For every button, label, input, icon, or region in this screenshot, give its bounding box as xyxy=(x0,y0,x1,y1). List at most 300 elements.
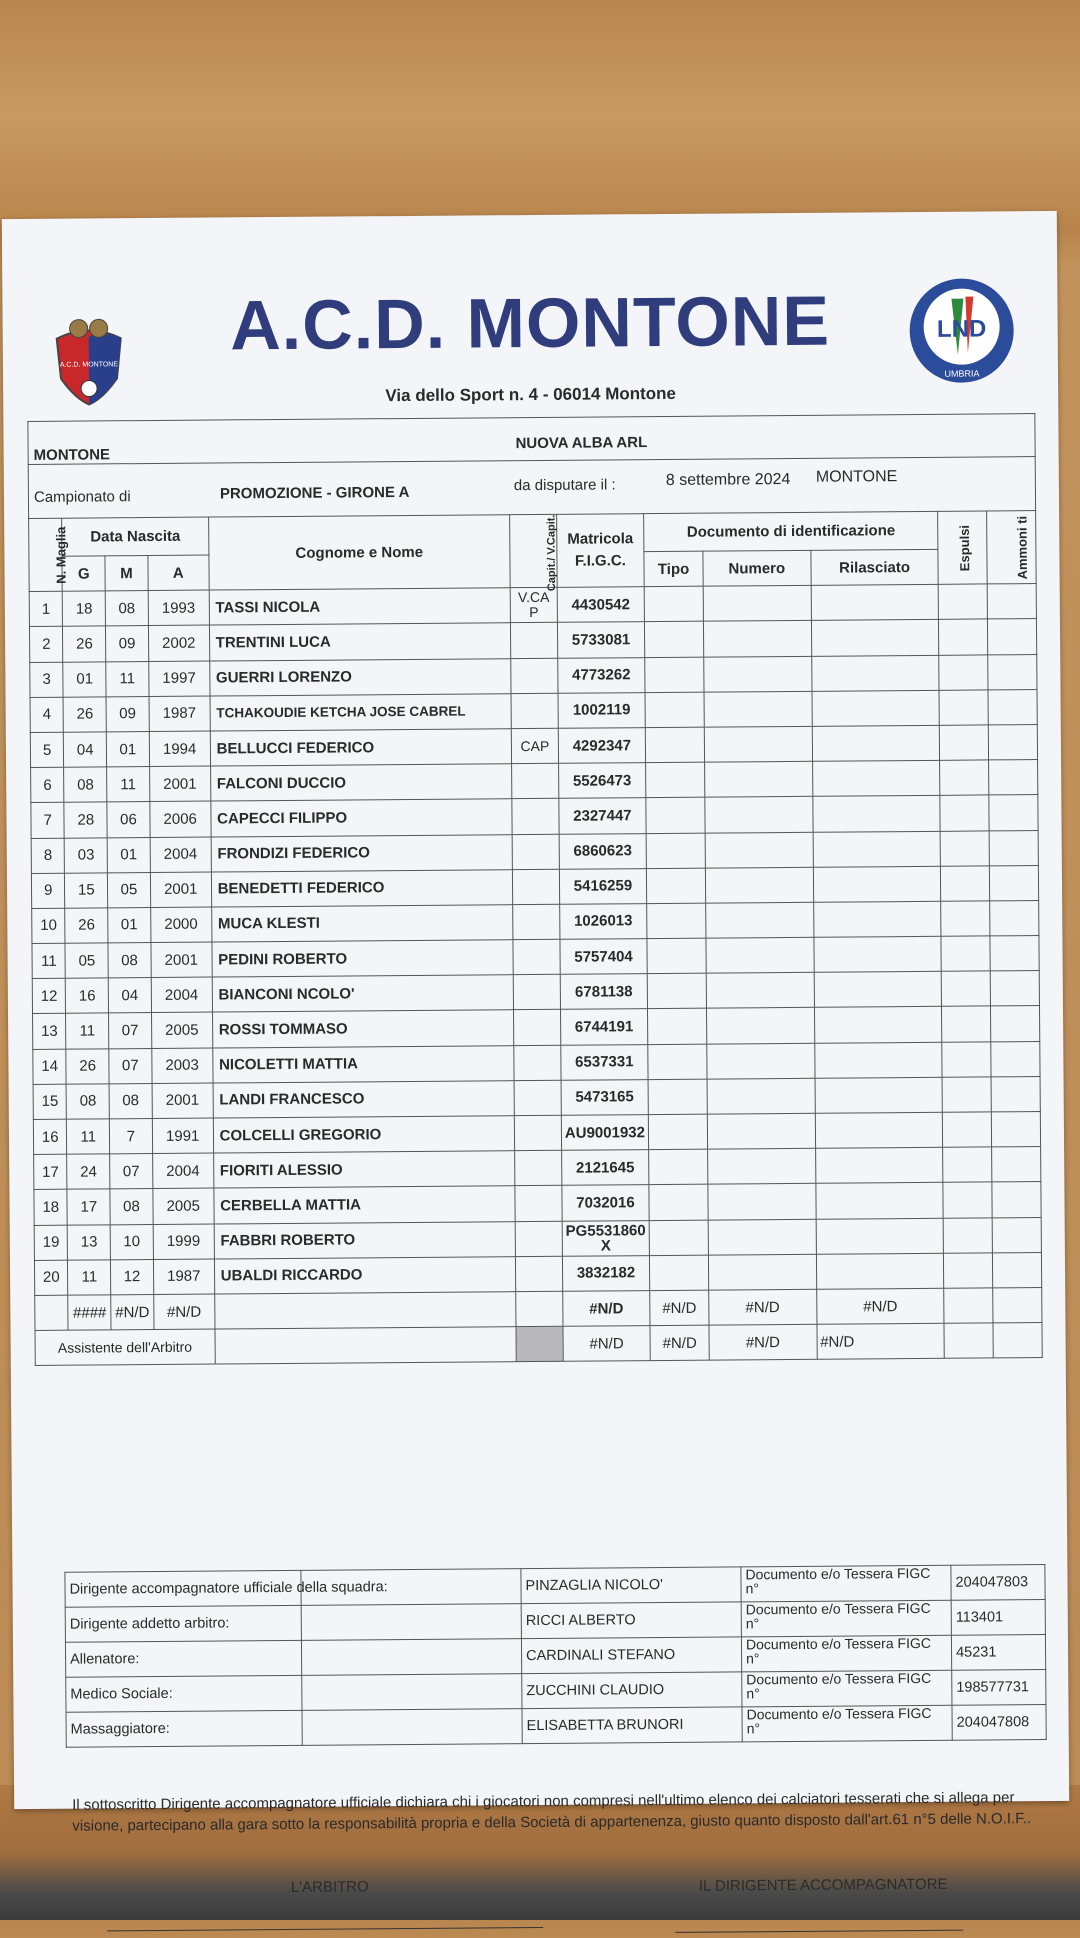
doc-rilasciato xyxy=(811,655,939,691)
birth-month: 01 xyxy=(107,837,150,873)
birth-day: 11 xyxy=(67,1119,110,1155)
player-number: 6 xyxy=(31,767,65,802)
birth-year: 2006 xyxy=(150,801,211,837)
birth-month: 11 xyxy=(107,767,150,803)
ammoniti-cell xyxy=(992,1217,1041,1253)
extra-row-ammoniti xyxy=(993,1287,1042,1323)
ammoniti-cell xyxy=(988,689,1037,725)
player-name: BELLUCCI FEDERICO xyxy=(210,729,512,767)
doc-rilasciato xyxy=(812,796,940,832)
player-number: 8 xyxy=(31,838,65,873)
player-name: CERBELLA MATTIA xyxy=(214,1186,516,1224)
birth-month: 07 xyxy=(109,1013,152,1049)
ammoniti-cell xyxy=(992,1112,1041,1148)
matricola: 4773262 xyxy=(558,657,646,693)
arbitro-signature-line xyxy=(107,1927,543,1931)
player-number: 15 xyxy=(33,1084,67,1119)
birth-month: 01 xyxy=(108,907,151,943)
birth-day: 26 xyxy=(65,908,108,944)
doc-numero xyxy=(706,973,814,1009)
staff-doc-number: 45231 xyxy=(951,1635,1045,1671)
captain-mark xyxy=(516,1256,563,1292)
player-number: 10 xyxy=(32,908,66,943)
player-name: PEDINI ROBERTO xyxy=(212,940,514,978)
birth-month: 07 xyxy=(109,1048,152,1084)
doc-numero xyxy=(706,937,814,973)
extra-row-m: #N/D xyxy=(111,1294,154,1330)
birth-month: 11 xyxy=(106,661,149,697)
staff-name: RICCI ALBERTO xyxy=(521,1602,741,1639)
espulsi-cell xyxy=(940,760,989,796)
assistant-espulsi xyxy=(944,1323,993,1359)
staff-name: ELISABETTA BRUNORI xyxy=(522,1707,742,1744)
doc-rilasciato xyxy=(812,725,940,761)
espulsi-cell xyxy=(942,971,991,1007)
matricola: 5757404 xyxy=(560,939,648,975)
birth-year: 1999 xyxy=(153,1224,214,1260)
birth-year: 2001 xyxy=(149,766,210,802)
extra-row-numero: #N/D xyxy=(709,1289,817,1325)
staff-doc-number: 198577731 xyxy=(952,1670,1046,1706)
birth-day: 17 xyxy=(67,1189,110,1225)
doc-numero xyxy=(705,797,813,833)
espulsi-cell xyxy=(944,1217,993,1253)
doc-tipo xyxy=(647,903,706,939)
campionato: PROMOZIONE - GIRONE A xyxy=(219,483,410,503)
staff-doc-label: Documento e/o Tessera FIGC n° xyxy=(741,1600,951,1637)
birth-month: 01 xyxy=(106,731,149,767)
player-name: FIORITI ALESSIO xyxy=(213,1151,515,1189)
doc-numero xyxy=(708,1148,816,1184)
birth-month: 08 xyxy=(109,1083,152,1119)
captain-mark xyxy=(513,939,560,975)
ammoniti-cell xyxy=(993,1252,1042,1288)
captain-mark xyxy=(512,799,559,835)
assistant-mat: #N/D xyxy=(563,1326,651,1362)
birth-day: 26 xyxy=(63,626,106,662)
birth-month: 05 xyxy=(108,872,151,908)
col-capit: Capit./ V.Capit. xyxy=(510,514,557,588)
birth-month: 7 xyxy=(109,1119,152,1155)
birth-month: 10 xyxy=(110,1224,153,1260)
player-name: LANDI FRANCESCO xyxy=(213,1080,515,1118)
player-name: MUCA KLESTI xyxy=(211,905,513,943)
extra-row-g: #### xyxy=(68,1295,111,1331)
staff-doc-label: Documento e/o Tessera FIGC n° xyxy=(742,1670,952,1707)
doc-numero xyxy=(706,902,814,938)
espulsi-cell xyxy=(940,725,989,761)
staff-name: PINZAGLIA NICOLO' xyxy=(521,1567,741,1604)
matricola: 5526473 xyxy=(558,763,646,799)
doc-numero xyxy=(704,656,812,692)
doc-tipo xyxy=(646,833,705,869)
birth-day: 28 xyxy=(64,802,107,838)
matricola: PG5531860 X xyxy=(562,1220,650,1256)
staff-doc-number: 204047808 xyxy=(952,1705,1046,1741)
ammoniti-cell xyxy=(989,795,1038,831)
doc-rilasciato xyxy=(811,620,939,656)
staff-doc-label: Documento e/o Tessera FIGC n° xyxy=(742,1705,952,1742)
ammoniti-cell xyxy=(992,1147,1041,1183)
birth-day: 08 xyxy=(67,1084,110,1120)
doc-tipo xyxy=(648,1044,707,1080)
player-name: NICOLETTI MATTIA xyxy=(212,1045,514,1083)
extra-row-name xyxy=(214,1292,516,1330)
birth-year: 1997 xyxy=(148,661,209,697)
staff-spacer xyxy=(302,1674,522,1711)
birth-day: 01 xyxy=(63,661,106,697)
player-name: FABBRI ROBERTO xyxy=(214,1221,516,1259)
doc-rilasciato xyxy=(815,1112,943,1148)
doc-tipo xyxy=(649,1149,708,1185)
captain-mark xyxy=(515,1150,562,1186)
captain-mark xyxy=(515,1221,562,1257)
captain-mark xyxy=(512,763,559,799)
doc-rilasciato xyxy=(816,1253,944,1289)
ammoniti-cell xyxy=(988,654,1037,690)
extra-row-tipo: #N/D xyxy=(650,1290,709,1326)
doc-tipo xyxy=(648,1009,707,1045)
birth-month: 08 xyxy=(110,1189,153,1225)
birth-day: 16 xyxy=(66,978,109,1014)
doc-rilasciato xyxy=(811,585,939,621)
staff-name: ZUCCHINI CLAUDIO xyxy=(522,1672,742,1709)
captain-mark xyxy=(513,869,560,905)
doc-numero xyxy=(707,1078,815,1114)
espulsi-cell xyxy=(939,690,988,726)
matricola: AU9001932 xyxy=(561,1115,649,1151)
espulsi-cell xyxy=(943,1077,992,1113)
doc-numero xyxy=(706,1008,814,1044)
doc-tipo xyxy=(646,868,705,904)
birth-month: 08 xyxy=(108,943,151,979)
doc-rilasciato xyxy=(814,1042,942,1078)
espulsi-cell xyxy=(943,1147,992,1183)
birth-day: 03 xyxy=(65,837,108,873)
dirigente-label: IL DIRIGENTE ACCOMPAGNATORE xyxy=(698,1875,948,1895)
birth-day: 08 xyxy=(64,767,107,803)
espulsi-cell xyxy=(940,795,989,831)
matricola: 5416259 xyxy=(559,868,647,904)
lnd-logo-text: LND xyxy=(936,315,987,343)
extra-row-n xyxy=(35,1295,69,1330)
doc-rilasciato xyxy=(813,866,941,902)
col-n-maglia: N. Maglia xyxy=(29,518,63,591)
doc-tipo xyxy=(648,1079,707,1115)
doc-rilasciato xyxy=(813,831,941,867)
staff-role: Dirigente addetto arbitro: xyxy=(65,1605,301,1642)
doc-tipo xyxy=(645,692,704,728)
match-info-box xyxy=(27,413,1036,518)
doc-tipo xyxy=(648,1114,707,1150)
ammoniti-cell xyxy=(990,900,1039,936)
matricola: 3832182 xyxy=(562,1255,650,1291)
col-m: M xyxy=(105,556,148,592)
espulsi-cell xyxy=(944,1253,993,1289)
assistant-numero: #N/D xyxy=(709,1324,817,1360)
birth-day: 15 xyxy=(65,873,108,909)
arbitro-label: L'ARBITRO xyxy=(290,1878,369,1896)
espulsi-cell xyxy=(939,619,988,655)
doc-tipo xyxy=(645,622,704,658)
birth-year: 2005 xyxy=(151,1012,212,1048)
player-number: 17 xyxy=(34,1154,68,1189)
da-disputare-label: da disputare il : xyxy=(513,476,616,495)
captain-mark xyxy=(514,1045,561,1081)
doc-numero xyxy=(705,761,813,797)
col-ammoniti: Ammoni ti xyxy=(987,511,1036,585)
birth-month: 04 xyxy=(108,978,151,1014)
birth-year: 1987 xyxy=(153,1259,214,1295)
player-name: TRENTINI LUCA xyxy=(209,623,511,661)
player-name: CAPECCI FILIPPO xyxy=(210,799,512,837)
assistant-label: Assistente dell'Arbitro xyxy=(35,1329,215,1366)
matricola: 5733081 xyxy=(557,622,645,658)
captain-mark xyxy=(514,1010,561,1046)
birth-day: 11 xyxy=(68,1260,111,1296)
captain-mark xyxy=(513,975,560,1011)
assistant-tipo: #N/D xyxy=(650,1325,709,1361)
dirigente-signature-line xyxy=(675,1930,963,1933)
campionato-label: Campionato di xyxy=(33,488,131,506)
ammoniti-cell xyxy=(987,584,1036,620)
birth-year: 2001 xyxy=(150,872,211,908)
ammoniti-cell xyxy=(990,936,1039,972)
doc-numero xyxy=(708,1219,816,1255)
birth-year: 2004 xyxy=(151,977,212,1013)
captain-mark xyxy=(511,693,558,729)
birth-year: 1994 xyxy=(149,731,210,767)
espulsi-cell xyxy=(941,936,990,972)
espulsi-cell xyxy=(941,901,990,937)
birth-year: 2002 xyxy=(148,625,209,661)
extra-row-rilasciato: #N/D xyxy=(816,1288,944,1324)
matricola: 5473165 xyxy=(561,1079,649,1115)
matricola: 6781138 xyxy=(560,974,648,1010)
matricola: 4292347 xyxy=(558,728,646,764)
staff-name: CARDINALI STEFANO xyxy=(521,1637,741,1674)
col-cognome-nome: Cognome e Nome xyxy=(208,515,510,591)
espulsi-cell xyxy=(941,830,990,866)
club-address: Via dello Sport n. 4 - 06014 Montone xyxy=(385,383,677,406)
matricola: 1026013 xyxy=(559,903,647,939)
doc-tipo xyxy=(649,1185,708,1221)
staff-doc-number: 113401 xyxy=(951,1600,1045,1636)
doc-tipo xyxy=(647,938,706,974)
espulsi-cell xyxy=(941,866,990,902)
doc-rilasciato xyxy=(812,690,940,726)
staff-doc-label: Documento e/o Tessera FIGC n° xyxy=(741,1565,951,1602)
ammoniti-cell xyxy=(991,1006,1040,1042)
doc-numero xyxy=(703,586,811,622)
match-date: 8 settembre 2024 xyxy=(665,470,791,489)
player-name: FALCONI DUCCIO xyxy=(210,764,512,802)
staff-spacer xyxy=(302,1709,522,1746)
matricola: 2121645 xyxy=(561,1150,649,1186)
doc-tipo xyxy=(650,1255,709,1291)
player-number: 16 xyxy=(33,1119,67,1154)
doc-numero xyxy=(703,621,811,657)
col-espulsi: Espulsi xyxy=(938,511,987,585)
player-number: 7 xyxy=(31,803,65,838)
doc-tipo xyxy=(646,797,705,833)
staff-doc-label: Documento e/o Tessera FIGC n° xyxy=(741,1635,951,1672)
player-roster-table xyxy=(28,510,1043,1366)
col-g: G xyxy=(62,556,105,592)
captain-mark xyxy=(515,1186,562,1222)
birth-year: 2004 xyxy=(150,837,211,873)
espulsi-cell xyxy=(939,584,988,620)
ammoniti-cell xyxy=(991,1041,1040,1077)
doc-rilasciato xyxy=(815,1077,943,1113)
birth-month: 12 xyxy=(111,1259,154,1295)
birth-day: 13 xyxy=(68,1224,111,1260)
col-documento: Documento di identificazione xyxy=(644,511,939,551)
birth-day: 05 xyxy=(65,943,108,979)
extra-row-cap xyxy=(516,1291,563,1327)
birth-year: 1991 xyxy=(152,1118,213,1154)
player-name: BENEDETTI FEDERICO xyxy=(211,869,513,907)
venue: MONTONE xyxy=(815,468,898,486)
birth-year: 2001 xyxy=(152,1083,213,1119)
player-number: 9 xyxy=(31,873,65,908)
crest-text: A.C.D. MONTONE xyxy=(59,361,119,369)
captain-mark xyxy=(511,658,558,694)
doc-rilasciato xyxy=(816,1218,944,1254)
player-name: BIANCONI NCOLO' xyxy=(212,975,514,1013)
staff-spacer xyxy=(301,1604,521,1641)
captain-mark xyxy=(511,623,558,659)
captain-mark: CAP xyxy=(511,728,558,764)
matricola: 6860623 xyxy=(559,833,647,869)
ammoniti-cell xyxy=(989,830,1038,866)
player-number: 3 xyxy=(30,662,64,697)
espulsi-cell xyxy=(942,1042,991,1078)
doc-rilasciato xyxy=(814,1007,942,1043)
doc-rilasciato xyxy=(815,1183,943,1219)
doc-tipo xyxy=(645,727,704,763)
doc-numero xyxy=(707,1113,815,1149)
col-a: A xyxy=(148,555,209,591)
ammoniti-cell xyxy=(990,971,1039,1007)
player-name: COLCELLI GREGORIO xyxy=(213,1116,515,1154)
birth-year: 2005 xyxy=(153,1188,214,1224)
matricola: 6537331 xyxy=(561,1044,649,1080)
player-name: FRONDIZI FEDERICO xyxy=(211,834,513,872)
doc-tipo xyxy=(649,1220,708,1256)
player-name: TASSI NICOLA xyxy=(209,588,511,626)
declaration-text: Il sottoscritto Dirigente accompagnatore ufficiale dichiara chi i giocatori non compresi nell'ultimo elenco dei calciatori tesserati che si allega per visione, partecipano alla gara sotto la responsabilità propria e della Società di appartenenza, giusto quanto disposto dall'art.61 n°5 delle N.O.I.F.. xyxy=(72,1789,1032,1835)
birth-day: 11 xyxy=(66,1013,109,1049)
player-number: 13 xyxy=(33,1014,67,1049)
birth-month: 08 xyxy=(105,591,148,627)
captain-mark xyxy=(513,904,560,940)
player-number: 20 xyxy=(34,1260,68,1295)
espulsi-cell xyxy=(942,1006,991,1042)
assistant-name xyxy=(215,1327,517,1365)
staff-table xyxy=(64,1564,1046,1748)
extra-row-espulsi xyxy=(944,1288,993,1324)
col-matricola: Matricola F.I.G.C. xyxy=(556,514,644,588)
matricola: 4430542 xyxy=(557,587,645,623)
doc-tipo xyxy=(644,586,703,622)
col-tipo: Tipo xyxy=(644,551,703,587)
player-name: UBALDI RICCARDO xyxy=(214,1256,516,1294)
player-name: TCHAKOUDIE KETCHA JOSE CABREL xyxy=(210,693,512,731)
assistant-ammoniti xyxy=(993,1323,1042,1359)
club-title: A.C.D. MONTONE xyxy=(229,281,831,365)
col-numero: Numero xyxy=(703,550,811,586)
birth-day: 26 xyxy=(66,1048,109,1084)
player-number: 1 xyxy=(29,591,63,626)
matricola: 7032016 xyxy=(562,1185,650,1221)
ammoniti-cell xyxy=(988,724,1037,760)
player-name: GUERRI LORENZO xyxy=(209,658,511,696)
doc-numero xyxy=(708,1184,816,1220)
doc-tipo xyxy=(647,973,706,1009)
birth-day: 04 xyxy=(64,732,107,768)
match-sheet xyxy=(2,211,1069,1896)
birth-day: 26 xyxy=(64,697,107,733)
matricola: 1002119 xyxy=(558,692,646,728)
birth-month: 09 xyxy=(106,696,149,732)
birth-month: 09 xyxy=(106,626,149,662)
birth-year: 2004 xyxy=(152,1153,213,1189)
staff-role: Allenatore: xyxy=(65,1640,301,1677)
staff-role: Massaggiatore: xyxy=(66,1710,302,1747)
matricola: 2327447 xyxy=(559,798,647,834)
birth-day: 24 xyxy=(67,1154,110,1190)
player-name: ROSSI TOMMASO xyxy=(212,1010,514,1048)
player-number: 18 xyxy=(34,1190,68,1225)
birth-day: 18 xyxy=(63,591,106,627)
captain-mark: V.CA P xyxy=(510,588,557,624)
birth-year: 2003 xyxy=(152,1048,213,1084)
birth-year: 2000 xyxy=(150,907,211,943)
player-number: 12 xyxy=(32,978,66,1013)
col-data-nascita: Data Nascita xyxy=(62,517,208,556)
extra-row-mat: #N/D xyxy=(563,1291,651,1327)
doc-rilasciato xyxy=(814,936,942,972)
captain-mark xyxy=(514,1115,561,1151)
captain-mark xyxy=(514,1080,561,1116)
birth-year: 2001 xyxy=(151,942,212,978)
lnd-logo-region: UMBRIA xyxy=(944,368,980,379)
player-number: 5 xyxy=(30,732,64,767)
staff-spacer xyxy=(301,1639,521,1676)
espulsi-cell xyxy=(943,1182,992,1218)
espulsi-cell xyxy=(943,1112,992,1148)
staff-doc-number: 204047803 xyxy=(951,1565,1045,1601)
ammoniti-cell xyxy=(991,1076,1040,1112)
col-rilasciato: Rilasciato xyxy=(810,549,938,585)
doc-numero xyxy=(705,832,813,868)
player-number: 2 xyxy=(29,627,63,662)
extra-row-a: #N/D xyxy=(153,1294,214,1330)
doc-rilasciato xyxy=(815,1147,943,1183)
doc-numero xyxy=(708,1254,816,1290)
home-team: MONTONE xyxy=(33,446,111,464)
doc-tipo xyxy=(646,762,705,798)
doc-numero xyxy=(704,726,812,762)
doc-rilasciato xyxy=(812,760,940,796)
player-number: 11 xyxy=(32,943,66,978)
matricola: 6744191 xyxy=(560,1009,648,1045)
assistant-rilasciato: #N/D xyxy=(817,1323,945,1359)
staff-role: Medico Sociale: xyxy=(66,1675,302,1712)
ammoniti-cell xyxy=(988,619,1037,655)
staff-role: Dirigente accompagnatore ufficiale della squadra: xyxy=(65,1570,301,1607)
